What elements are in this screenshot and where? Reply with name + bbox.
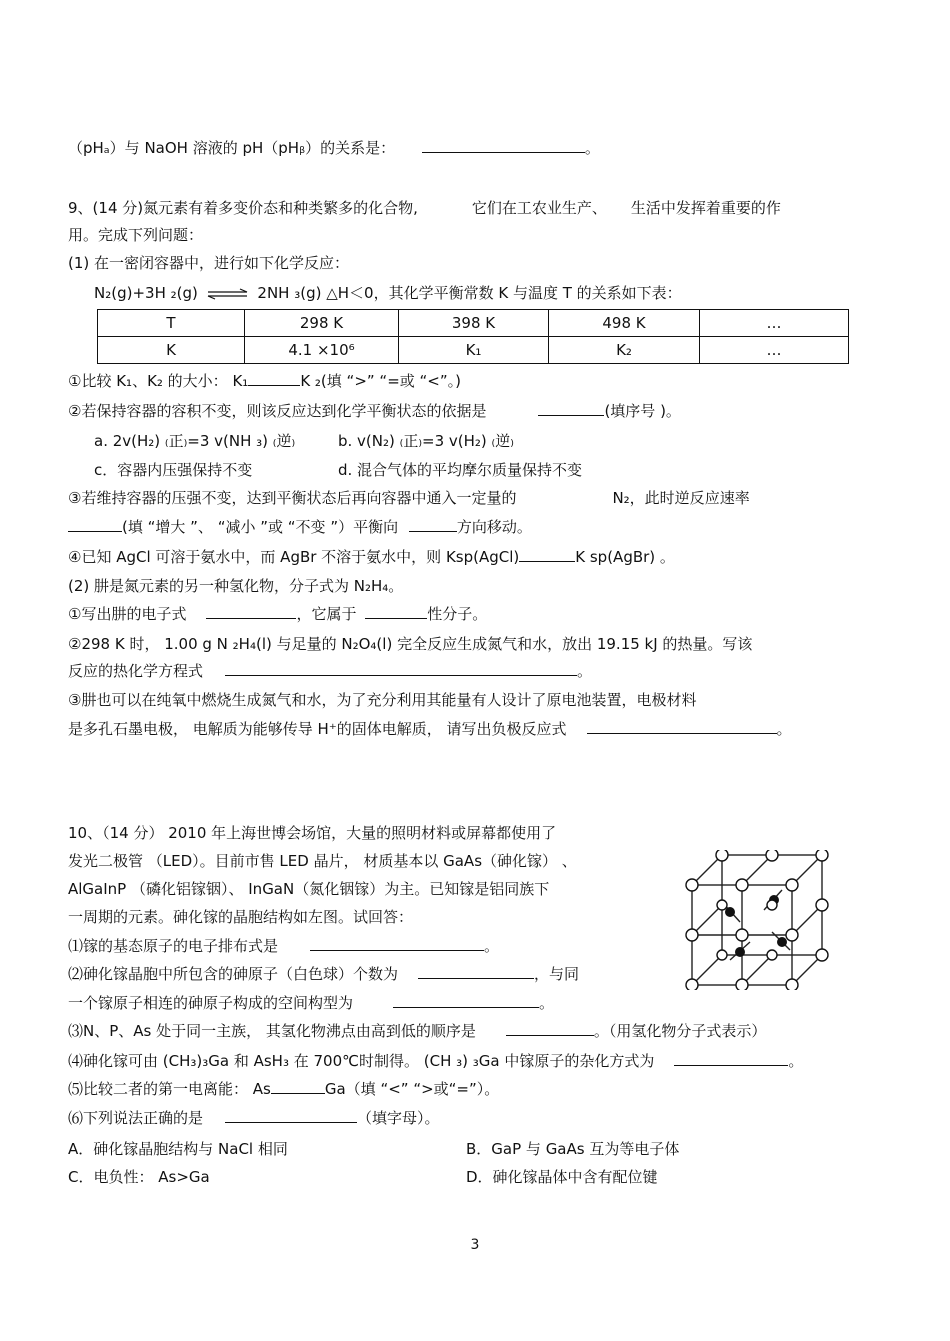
reaction-equation: N₂(g)+3H ₂(g) 2NH ₃(g) △H＜0，其化学平衡常数 K 与温度 T 的关系如下表： — [94, 284, 682, 302]
q-fuel-cell-2: 是多孔石墨电极， 电解质为能够传导 H⁺的固体电解质， 请写出负极反应式 。 — [68, 720, 792, 738]
q9-part2: (2) 肼是氮元素的另一种氢化物，分子式为 N₂H₄。 — [68, 577, 404, 595]
q9-part1: (1) 在一密闭容器中，进行如下化学反应： — [68, 254, 350, 272]
table-cell: K₂ — [549, 337, 700, 364]
q-as-count: ⑵砷化镓晶胞中所包含的砷原子（白色球）个数为 ，与同 — [68, 965, 580, 983]
answer-blank[interactable] — [271, 1079, 325, 1094]
answer-blank[interactable] — [587, 719, 777, 734]
answer-blank[interactable] — [225, 661, 577, 676]
table-cell: K₁ — [399, 337, 549, 364]
option-a: a. 2v(H₂) ₍正₎=3 v(NH ₃) ₍逆₎ — [94, 432, 296, 450]
option-C: C．电负性： As>Ga — [68, 1168, 210, 1186]
answer-blank[interactable] — [538, 401, 604, 416]
table-cell: 498 K — [549, 310, 700, 337]
answer-blank[interactable] — [506, 1021, 594, 1036]
answer-blank[interactable] — [310, 936, 484, 951]
q10-header: 10、（14 分） 2010 年上海世博会场馆，大量的照明材料或屏幕都使用了 — [68, 824, 557, 842]
option-c: c．容器内压强保持不变 — [94, 461, 253, 479]
q-fuel-cell: ③肼也可以在纯氧中燃烧生成氮气和水，为了充分利用其能量有人设计了原电池装置，电极材料 — [68, 691, 697, 709]
option-b: b. v(N₂) ₍正₎=3 v(H₂) ₍逆₎ — [338, 432, 514, 450]
option-A: A．砷化镓晶胞结构与 NaCl 相同 — [68, 1140, 288, 1158]
q-thermochem: ②298 K 时， 1.00 g N ₂H₄(l) 与足量的 N₂O₄(l) 完全反应生成氮气和水，放出 19.15 kJ 的热量。写该 — [68, 635, 753, 653]
table-row — [98, 337, 849, 364]
q9-header-2: 用。完成下列问题： — [68, 226, 204, 244]
q10-header-2: 发光二极管 （LED）。目前市售 LED 晶片， 材质基本以 GaAs（砷化镓） 、 — [68, 852, 577, 870]
table-cell: … — [700, 337, 849, 364]
q10-header-4: 一周期的元素。砷化镓的晶胞结构如左图。试回答： — [68, 908, 414, 926]
answer-blank[interactable] — [206, 604, 296, 619]
answer-blank[interactable] — [409, 517, 457, 532]
q-add-n2-2: (填 “增大 ”、 “减小 ”或 “不变 ”）平衡向 方向移动。 — [68, 517, 532, 537]
table-cell: … — [700, 310, 849, 337]
q-add-n2: ③若维持容器的压强不变，达到平衡状态后再向容器中通入一定量的 N₂，此时逆反应速率 — [68, 489, 750, 507]
answer-blank[interactable] — [225, 1108, 357, 1123]
q-hybridization: ⑷砷化镓可由 (CH₃)₃Ga 和 AsH₃ 在 700℃时制得。 (CH ₃) ₃Ga 中镓原子的杂化方式为 。 — [68, 1052, 804, 1070]
answer-blank[interactable] — [674, 1051, 788, 1066]
page-number: 3 — [470, 1237, 480, 1253]
q-equilibrium-basis: ②若保持容器的容积不变，则该反应达到化学平衡状态的依据是 (填序号 )。 — [68, 402, 681, 420]
q-geometry: 一个镓原子相连的砷原子构成的空间构型为 。 — [68, 994, 555, 1012]
q-compare-k: ①比较 K₁、K₂ 的大小： K₁ K ₂(填 “>” “=或 “<”。) — [68, 372, 461, 390]
answer-blank[interactable] — [422, 138, 585, 153]
answer-blank[interactable] — [365, 604, 427, 619]
answer-blank[interactable] — [68, 517, 122, 532]
q-correct-statement: ⑹下列说法正确的是 （填字母）。 — [68, 1109, 440, 1127]
equilibrium-constant-table — [97, 309, 849, 364]
q-thermochem-2: 反应的热化学方程式 。 — [68, 662, 593, 680]
table-cell: T — [98, 310, 245, 337]
q-hydrazine-electron: ①写出肼的电子式 ，它属于 性分子。 — [68, 605, 488, 623]
table-cell: K — [98, 337, 245, 364]
option-B: B．GaP 与 GaAs 互为等电子体 — [466, 1140, 680, 1158]
line-ph: （pHₐ）与 NaOH 溶液的 pH（pHᵦ）的关系是： 。 — [68, 139, 600, 157]
gaas-crystal-cell-diagram — [682, 850, 832, 990]
table-cell: 298 K — [245, 310, 399, 337]
answer-blank[interactable] — [248, 371, 300, 386]
q-ga-config: ⑴镓的基态原子的电子排布式是 。 — [68, 937, 500, 955]
q-ionization: ⑸比较二者的第一电离能： As Ga（填 “<” “>或“=”）。 — [68, 1080, 500, 1098]
table-row — [98, 310, 849, 337]
option-D: D．砷化镓晶体中含有配位键 — [466, 1168, 658, 1186]
q9-header: 9、(14 分)氮元素有着多变价态和种类繁多的化合物, 它们在工农业生产、 生活中发挥着重要的作 — [68, 199, 781, 217]
equilibrium-arrow-icon — [207, 288, 249, 300]
table-cell: 398 K — [399, 310, 549, 337]
q10-header-3: AlGaInP （磷化铝镓铟）、 InGaN（氮化铟镓）为主。已知镓是铝同族下 — [68, 880, 550, 898]
option-d: d. 混合气体的平均摩尔质量保持不变 — [338, 461, 583, 479]
q-boiling-point: ⑶N、P、As 处于同一主族， 其氢化物沸点由高到低的顺序是 。（用氢化物分子式表示） — [68, 1022, 767, 1040]
answer-blank[interactable] — [418, 964, 534, 979]
q-ksp: ④已知 AgCl 可溶于氨水中，而 AgBr 不溶于氨水中，则 Ksp(AgCl) K sp(AgBr) 。 — [68, 548, 675, 566]
answer-blank[interactable] — [519, 547, 575, 562]
answer-blank[interactable] — [393, 993, 539, 1008]
table-cell: 4.1 ×10⁶ — [245, 337, 399, 364]
